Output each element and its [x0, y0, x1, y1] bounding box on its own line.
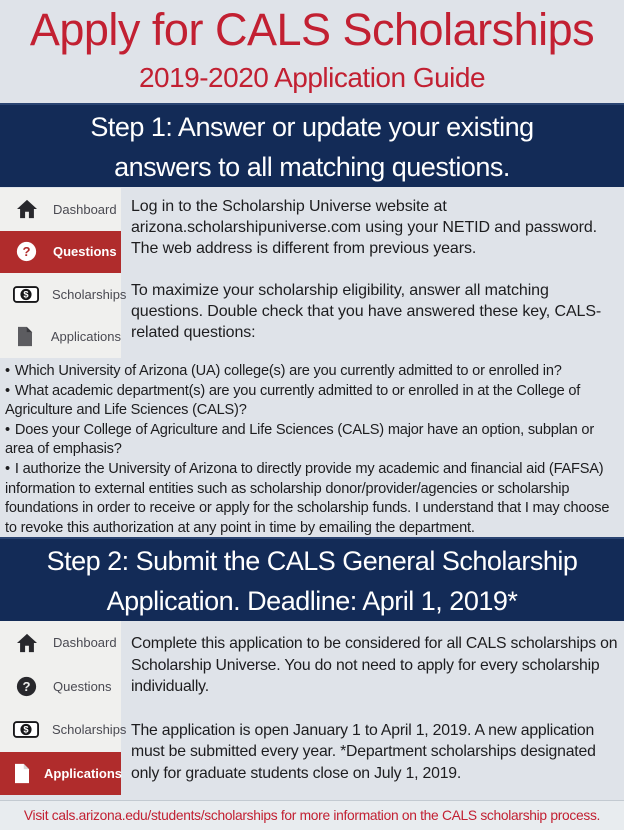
svg-text:?: ? [22, 244, 31, 260]
page-header [0, 0, 624, 103]
step1-content [131, 196, 620, 343]
step2-banner-line2: Application. Deadline: April 1, 2019* [106, 586, 518, 616]
question-icon [13, 241, 40, 262]
sidebar-item-scholarships[interactable] [0, 273, 127, 316]
document-icon [13, 326, 38, 347]
svg-text:$: $ [23, 289, 29, 300]
footer-link[interactable]: Visit cals.arizona.edu/students/scholarships for more information on the CALS scholarship process. [23, 808, 601, 823]
sidebar-item-scholarships[interactable] [0, 708, 127, 752]
sidebar-item-applications[interactable] [0, 316, 121, 359]
page-subtitle: 2019-2020 Application Guide [138, 62, 486, 93]
document-icon [13, 763, 31, 784]
sidebar-item-questions[interactable] [0, 665, 121, 709]
money-icon [13, 721, 39, 738]
step1-banner-line1: Step 1: Answer or update your existing [90, 112, 534, 142]
bullet-item: • Does your College of Agriculture and Life Sciences (CALS) major have an option, subplan or area of emphasis? [5, 421, 620, 460]
sidebar-item-label: Questions [53, 678, 112, 694]
step1-question-list [5, 362, 620, 538]
step1-paragraph-2: To maximize your scholarship eligibility, answer all matching questions. Double check that you have answered these key, CALS-related questions: [131, 282, 602, 341]
bullet-item: • Which University of Arizona (UA) college(s) are you currently admitted to or enrolled in? [5, 362, 620, 382]
sidebar-item-label: Questions [53, 244, 117, 260]
money-icon [13, 286, 39, 303]
step1-banner-line2: answers to all matching questions. [114, 152, 510, 182]
step2-sidebar [0, 621, 127, 795]
page-title: Apply for CALS Scholarships [29, 4, 595, 55]
svg-text:$: $ [23, 725, 29, 735]
sidebar-item-label: Applications [44, 765, 123, 781]
bullet-item: • What academic department(s) are you currently admitted to or enrolled in at the College of Agriculture and Life Sciences (CALS)? [5, 382, 620, 421]
step1-paragraph-1: Log in to the Scholarship Universe website at arizona.scholarshipuniverse.com using your NETID and password. The web address is different from previous years. [131, 198, 598, 257]
sidebar-item-applications[interactable] [0, 752, 121, 796]
home-icon [13, 199, 40, 219]
sidebar-item-dashboard[interactable] [0, 621, 121, 665]
sidebar-item-questions[interactable] [0, 231, 121, 274]
step1-sidebar [0, 188, 127, 358]
sidebar-item-label: Applications [50, 329, 121, 345]
sidebar-item-label: Dashboard [53, 635, 117, 651]
home-icon [13, 633, 40, 653]
footer-bar [0, 800, 624, 830]
step2-paragraph-1: Complete this application to be considered for all CALS scholarships on Scholarship Universe. You do not need to apply for every scholarship individually. [131, 635, 618, 695]
sidebar-item-dashboard[interactable] [0, 188, 121, 231]
svg-text:?: ? [22, 678, 31, 694]
step1-banner [0, 103, 624, 187]
step2-banner-line1: Step 2: Submit the CALS General Scholarship [46, 546, 578, 576]
step2-paragraph-2: The application is open January 1 to April 1, 2019. A new application must be submitted every year. *Department scholarships designated only for graduate students close on July 1, 2019. [131, 721, 596, 782]
question-icon [13, 676, 40, 697]
step2-content [131, 633, 623, 784]
sidebar-item-label: Scholarships [52, 286, 127, 302]
bullet-item: • I authorize the University of Arizona to directly provide my academic and financial aid (FAFSA) information to external entities such as scholarship donor/provider/agencies or scholarship foundations in order to receive or apply for the scholarship funds. I understand that I may choose to revoke this authorization at any point in time by emailing the department. [5, 460, 620, 538]
step2-banner [0, 537, 624, 621]
sidebar-item-label: Scholarships [52, 722, 127, 738]
sidebar-item-label: Dashboard [53, 201, 117, 217]
